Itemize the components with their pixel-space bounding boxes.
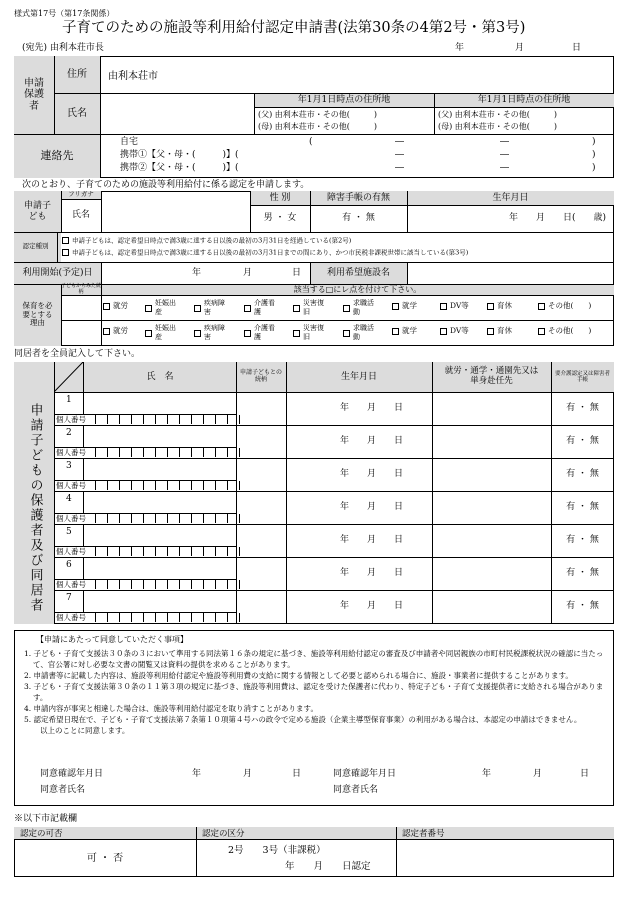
home-paren-open: (	[309, 137, 313, 147]
id-digit-box[interactable]	[192, 613, 204, 622]
reason-option-7[interactable]	[392, 302, 417, 310]
birth-value[interactable]: 年 月 日( 歳)	[508, 213, 606, 224]
id-label: 個人番号	[56, 547, 86, 556]
reason-option-10[interactable]	[538, 302, 591, 310]
reason-option-6[interactable]	[343, 324, 375, 342]
id-digit-box[interactable]	[168, 613, 180, 622]
household-birth[interactable]: 年 月 日	[340, 601, 404, 611]
mobile1-paren-close: )	[592, 150, 596, 160]
id-digit-box[interactable]	[132, 481, 144, 490]
consent-month-1: 月	[243, 769, 253, 779]
mobile2-dash: ―	[395, 163, 404, 173]
consent-date-label-2: 同意確認年月日	[333, 769, 397, 779]
id-digit-box[interactable]	[120, 448, 132, 457]
mother-residence-2[interactable]: (母) 由利本荘市・その他( )	[438, 122, 558, 131]
col-name: 氏 名	[146, 371, 174, 382]
mother-residence-1[interactable]: (母) 由利本荘市・その他( )	[258, 122, 378, 131]
father-residence-1[interactable]: (父) 由利本荘市・その他( )	[258, 110, 378, 119]
reason-option-label: 求職活動	[353, 324, 374, 341]
mobile2-label: 携帯②【父・母・( )】(	[120, 163, 239, 173]
row-divider	[54, 524, 614, 525]
relation-header: 子どもからみた続柄	[61, 282, 102, 295]
mobile1-dash: ―	[395, 150, 404, 160]
consent-agree: 以上のことに同意します。	[40, 726, 130, 735]
child-name-label: 氏名	[71, 210, 90, 221]
household-care[interactable]: 有 ・ 無	[566, 403, 599, 414]
reason-option-label: 疾病障害	[204, 324, 225, 341]
reason-option-label: 妊娠出産	[155, 324, 176, 341]
home-dash: ―	[395, 137, 404, 147]
id-digit-box[interactable]	[228, 415, 240, 424]
id-digit-box[interactable]	[228, 580, 240, 589]
consent-item: 4. 申請内容が事実と相違した場合は、施設等利用給付認定を取り消すことがあります。	[24, 704, 318, 713]
disability-value[interactable]: 有 ・ 無	[342, 213, 375, 224]
id-digit-box[interactable]	[144, 514, 156, 523]
checkbox-icon[interactable]	[487, 303, 494, 310]
household-section-label: 申請子どもの保護者及び同居者	[27, 403, 43, 613]
row-num-divider	[83, 458, 84, 480]
household-care[interactable]: 有 ・ 無	[566, 436, 599, 447]
id-digit-box[interactable]	[108, 514, 120, 523]
reason-option-8[interactable]	[440, 302, 469, 310]
start-day: 日	[292, 268, 302, 278]
form-title: 子育てのための施設等利用給付認定申請書(法第30条の4第2号・第3号)	[62, 20, 526, 36]
checkbox-icon[interactable]	[194, 305, 201, 312]
reason-check-note: 該当する□にレ点を付けて下さい。	[293, 284, 422, 294]
name-label: 氏名	[67, 107, 87, 119]
row-divider	[54, 590, 614, 591]
consent-month-2: 月	[533, 769, 543, 779]
reason-option-label: その他( )	[548, 326, 592, 336]
id-digit-box[interactable]	[168, 514, 180, 523]
id-digit-box[interactable]	[228, 448, 240, 457]
household-birth[interactable]: 年 月 日	[340, 535, 404, 545]
checkbox-icon[interactable]	[145, 330, 152, 337]
reason-option-10[interactable]	[538, 327, 591, 335]
reason-option-label: 災害復旧	[303, 299, 324, 316]
mobile2-dash-2: ―	[500, 163, 509, 173]
id-digit-box[interactable]	[228, 547, 240, 556]
id-label: 個人番号	[56, 514, 86, 523]
reason-option-label: その他( )	[548, 301, 592, 311]
household-care[interactable]: 有 ・ 無	[566, 469, 599, 480]
checkbox-icon[interactable]	[293, 305, 300, 312]
household-intro: 同居者を全員記入して下さい。	[14, 349, 141, 359]
id-digit-box[interactable]	[144, 547, 156, 556]
start-date-label: 利用開始(予定)日	[22, 267, 93, 278]
id-digit-box[interactable]	[120, 613, 132, 622]
id-digit-box[interactable]	[120, 481, 132, 490]
id-digit-box[interactable]	[156, 547, 168, 556]
reason-option-7[interactable]	[392, 327, 417, 335]
id-digit-box[interactable]	[204, 415, 216, 424]
child-section-label: 申請子ども	[23, 201, 51, 222]
id-number-boxes[interactable]	[95, 580, 240, 589]
household-birth[interactable]: 年 月 日	[340, 403, 404, 413]
id-digit-box[interactable]	[132, 415, 144, 424]
furigana-label: フリガナ	[68, 190, 94, 199]
id-digit-box[interactable]	[108, 580, 120, 589]
id-digit-box[interactable]	[156, 448, 168, 457]
cert-type-option-3-text: 申請子どもは、認定希望日時点で満3歳に達する日以後の最初の3月31日までの間にあり、かつ市民税非課税世帯に該当している(第3号)	[72, 248, 469, 257]
home-phone-label: 自宅	[120, 137, 139, 147]
id-digit-box[interactable]	[96, 613, 108, 622]
id-digit-box[interactable]	[120, 580, 132, 589]
consent-date-label-1: 同意確認年月日	[40, 769, 104, 779]
checkbox-icon[interactable]	[440, 303, 447, 310]
id-digit-box[interactable]	[96, 547, 108, 556]
addressee: (宛先) 由利本荘市長	[22, 43, 104, 53]
id-digit-box[interactable]	[96, 514, 108, 523]
id-digit-box[interactable]	[96, 448, 108, 457]
id-label: 個人番号	[56, 481, 86, 490]
id-digit-box[interactable]	[120, 415, 132, 424]
id-digit-box[interactable]	[204, 547, 216, 556]
household-row-number: 1	[66, 395, 72, 405]
id-label: 個人番号	[56, 613, 86, 622]
reason-option-label: 就労	[113, 326, 128, 336]
id-label: 個人番号	[56, 415, 86, 424]
id-digit-box[interactable]	[168, 547, 180, 556]
id-digit-box[interactable]	[180, 580, 192, 589]
id-digit-box[interactable]	[204, 481, 216, 490]
consent-year-2: 年	[482, 769, 492, 779]
id-digit-box[interactable]	[132, 547, 144, 556]
checkbox-icon[interactable]	[343, 330, 350, 337]
consent-day-2: 日	[580, 769, 590, 779]
id-digit-box[interactable]	[168, 415, 180, 424]
id-digit-box[interactable]	[132, 448, 144, 457]
id-digit-box[interactable]	[192, 481, 204, 490]
id-digit-box[interactable]	[168, 481, 180, 490]
id-digit-box[interactable]	[156, 580, 168, 589]
address-label: 住所	[67, 68, 87, 80]
reason-option-5[interactable]	[293, 324, 325, 342]
household-birth[interactable]: 年 月 日	[340, 436, 404, 446]
id-digit-box[interactable]	[216, 415, 228, 424]
checkbox-icon[interactable]	[103, 328, 110, 335]
household-row-number: 2	[66, 428, 72, 438]
reason-option-8[interactable]	[440, 327, 469, 335]
checkbox-icon[interactable]	[62, 249, 69, 256]
id-digit-box[interactable]	[132, 580, 144, 589]
id-digit-box[interactable]	[144, 580, 156, 589]
id-label: 個人番号	[56, 580, 86, 589]
household-care[interactable]: 有 ・ 無	[566, 601, 599, 612]
id-digit-box[interactable]	[180, 415, 192, 424]
consent-day-1: 日	[292, 769, 302, 779]
id-digit-box[interactable]	[156, 481, 168, 490]
household-row-number: 4	[66, 494, 72, 504]
date-month: 月	[515, 43, 525, 53]
reason-option-3[interactable]	[194, 324, 226, 342]
reason-option-2[interactable]	[145, 324, 177, 342]
consent-year-1: 年	[192, 769, 202, 779]
checkbox-icon[interactable]	[62, 237, 69, 244]
reason-option-1[interactable]	[103, 327, 128, 335]
cert-type-label: 認定種別	[22, 242, 49, 251]
reason-option-5[interactable]	[293, 299, 325, 317]
household-care[interactable]: 有 ・ 無	[566, 568, 599, 579]
id-number-boxes[interactable]	[95, 415, 240, 424]
checkbox-icon[interactable]	[103, 303, 110, 310]
id-digit-box[interactable]	[156, 514, 168, 523]
reason-option-label: 就労	[113, 301, 128, 311]
id-digit-box[interactable]	[180, 481, 192, 490]
household-row-number: 7	[66, 593, 72, 603]
consent-name-label-2: 同意者氏名	[333, 785, 379, 795]
reason-option-9[interactable]	[487, 302, 512, 310]
row-num-divider	[83, 524, 84, 546]
reason-label: 保育を必要とする理由	[22, 301, 53, 328]
id-digit-box[interactable]	[216, 580, 228, 589]
cert-type-option-2[interactable]	[62, 237, 351, 244]
start-year: 年	[192, 268, 202, 278]
consent-item: 2. 申請書等に記載した内容は、施設等利用給付認定や施設等利用費の支給に関する情報として必要と認められる場合に、施設・事業者に提供することがあります。	[24, 671, 573, 680]
id-digit-box[interactable]	[144, 481, 156, 490]
reason-option-label: 育休	[497, 301, 512, 311]
reason-option-9[interactable]	[487, 327, 512, 335]
id-digit-box[interactable]	[192, 448, 204, 457]
reason-option-label: 育休	[497, 326, 512, 336]
id-digit-box[interactable]	[192, 547, 204, 556]
checkbox-icon[interactable]	[244, 305, 251, 312]
row-divider	[54, 557, 614, 558]
checkbox-icon[interactable]	[538, 303, 545, 310]
id-digit-box[interactable]	[120, 547, 132, 556]
father-residence-2[interactable]: (父) 由利本荘市・その他( )	[438, 110, 558, 119]
id-digit-box[interactable]	[180, 613, 192, 622]
office-kubun-date: 年 月 日認定	[285, 861, 371, 872]
id-digit-box[interactable]	[168, 448, 180, 457]
office-header: ※以下市記載欄	[14, 814, 78, 824]
id-digit-box[interactable]	[144, 448, 156, 457]
office-col2: 認定の区分	[202, 829, 245, 839]
checkbox-icon[interactable]	[194, 330, 201, 337]
row-divider	[54, 491, 614, 492]
date-year: 年	[455, 43, 465, 53]
id-digit-box[interactable]	[108, 613, 120, 622]
household-birth[interactable]: 年 月 日	[340, 469, 404, 479]
mobile2-paren-close: )	[592, 163, 596, 173]
checkbox-icon[interactable]	[145, 305, 152, 312]
reason-option-2[interactable]	[145, 299, 177, 317]
id-digit-box[interactable]	[108, 547, 120, 556]
id-digit-box[interactable]	[156, 613, 168, 622]
id-digit-box[interactable]	[132, 613, 144, 622]
consent-item: 5. 認定希望日現在で、子ども・子育て支援法第７条第１０項第４号ハの政令で定める施設（企業主導型保育事業）の利用がある場合は、本認定の申請はできません。	[24, 715, 582, 724]
id-digit-box[interactable]	[144, 613, 156, 622]
id-digit-box[interactable]	[192, 415, 204, 424]
intro-text: 次のとおり、子育てのための施設等利用給付に係る認定を申請します。	[22, 180, 310, 190]
reason-option-1[interactable]	[103, 302, 128, 310]
household-birth[interactable]: 年 月 日	[340, 502, 404, 512]
id-label: 個人番号	[56, 448, 86, 457]
id-digit-box[interactable]	[216, 514, 228, 523]
id-number-boxes[interactable]	[95, 547, 240, 556]
id-digit-box[interactable]	[108, 481, 120, 490]
id-number-boxes[interactable]	[95, 481, 240, 490]
reason-option-label: 介護看護	[254, 299, 275, 316]
consent-name-label-1: 同意者氏名	[40, 785, 86, 795]
reason-option-label: DV等	[450, 301, 469, 311]
row-num-divider	[83, 557, 84, 579]
id-digit-box[interactable]	[96, 481, 108, 490]
id-digit-box[interactable]	[132, 514, 144, 523]
jan1-header-2: 年1月1日時点の住所地	[477, 95, 571, 106]
reason-option-label: 疾病障害	[204, 299, 225, 316]
address-value[interactable]: 由利本荘市	[108, 71, 158, 82]
col-relation: 申請子どもとの続柄	[239, 369, 282, 383]
household-row-number: 5	[66, 527, 72, 537]
id-digit-box[interactable]	[228, 613, 240, 622]
id-digit-box[interactable]	[120, 514, 132, 523]
reason-option-label: 就学	[402, 301, 417, 311]
reason-option-4[interactable]	[244, 299, 276, 317]
checkbox-icon[interactable]	[244, 330, 251, 337]
row-num-divider	[83, 491, 84, 513]
id-digit-box[interactable]	[192, 580, 204, 589]
office-col1: 認定の可否	[20, 829, 63, 839]
household-birth[interactable]: 年 月 日	[340, 568, 404, 578]
birth-label: 生年月日	[492, 192, 529, 203]
row-num-divider	[83, 590, 84, 612]
office-approve[interactable]: 可 ・ 否	[86, 852, 124, 864]
reason-option-label: 介護看護	[254, 324, 275, 341]
disability-label: 障害手帳の有無	[326, 192, 390, 203]
id-number-boxes[interactable]	[95, 448, 240, 457]
checkbox-icon[interactable]	[293, 330, 300, 337]
id-digit-box[interactable]	[192, 514, 204, 523]
jan1-header-1: 年1月1日時点の住所地	[297, 95, 391, 106]
id-digit-box[interactable]	[156, 415, 168, 424]
id-digit-box[interactable]	[204, 613, 216, 622]
cert-type-option-2-text: 申請子どもは、認定希望日時点で満3歳に達する日以後の最初の3月31日を経過している(第2号)	[72, 236, 352, 245]
id-digit-box[interactable]	[144, 415, 156, 424]
reason-option-6[interactable]	[343, 299, 375, 317]
col-birth: 生年月日	[340, 371, 377, 382]
household-care[interactable]: 有 ・ 無	[566, 535, 599, 546]
id-digit-box[interactable]	[96, 580, 108, 589]
checkbox-icon[interactable]	[343, 305, 350, 312]
id-number-boxes[interactable]	[95, 613, 240, 622]
consent-item: 3. 子ども・子育て支援法第３０条の１１第３項の規定に基づき、施設等利用費は、認定を受けた保護者に代わり、特定子ども・子育て支援提供者に支給される場合があります。	[24, 682, 604, 702]
id-digit-box[interactable]	[216, 547, 228, 556]
checkbox-icon[interactable]	[440, 328, 447, 335]
id-digit-box[interactable]	[204, 580, 216, 589]
reason-option-4[interactable]	[244, 324, 276, 342]
home-paren-close: )	[592, 137, 596, 147]
checkbox-icon[interactable]	[392, 303, 399, 310]
reason-option-label: 妊娠出産	[155, 299, 176, 316]
id-digit-box[interactable]	[228, 514, 240, 523]
reason-option-label: 災害復旧	[303, 324, 324, 341]
reason-option-label: DV等	[450, 326, 469, 336]
consent-item: 1. 子ども・子育て支援法３０条の３において準用する同法第１６条の規定に基づき、施設等利用給付認定の審査及び申請者や同居親族の市町村民税課税状況の確認に当たって、官公署に対し必要な文書の閲覧又は資料の提供を求めることがあります。	[24, 649, 604, 669]
id-digit-box[interactable]	[96, 415, 108, 424]
sex-label: 性 別	[269, 192, 291, 203]
id-digit-box[interactable]	[228, 481, 240, 490]
id-digit-box[interactable]	[168, 580, 180, 589]
row-num-divider	[83, 425, 84, 447]
id-digit-box[interactable]	[108, 415, 120, 424]
checkbox-icon[interactable]	[392, 328, 399, 335]
col-care: 要介護認定又は障害者手帳	[554, 370, 610, 383]
household-row-number: 6	[66, 560, 72, 570]
facility-label: 利用希望施設名	[326, 267, 390, 278]
cert-type-option-3[interactable]	[62, 249, 468, 256]
guardian-section-label: 申請保護者	[24, 77, 44, 112]
contact-label: 連絡先	[40, 148, 74, 162]
start-month: 月	[243, 268, 253, 278]
reason-option-3[interactable]	[194, 299, 226, 317]
id-digit-box[interactable]	[216, 481, 228, 490]
id-digit-box[interactable]	[204, 448, 216, 457]
header-diagonal	[54, 362, 83, 392]
office-col3: 認定者番号	[402, 829, 445, 839]
id-digit-box[interactable]	[204, 514, 216, 523]
date-day: 日	[572, 43, 582, 53]
mobile1-dash-2: ―	[500, 150, 509, 160]
mobile1-label: 携帯①【父・母・( )】(	[120, 150, 239, 160]
household-row-number: 3	[66, 461, 72, 471]
form-number: 様式第17号（第17条関係）	[14, 9, 115, 18]
id-digit-box[interactable]	[216, 613, 228, 622]
consent-list	[24, 648, 606, 736]
household-care[interactable]: 有 ・ 無	[566, 502, 599, 513]
id-digit-box[interactable]	[180, 547, 192, 556]
consent-title: 【申請にあたって同意していただく事項】	[36, 635, 188, 644]
sex-value[interactable]: 男 ・ 女	[263, 213, 297, 224]
office-kubun[interactable]: 2号 3号（非課税）	[228, 845, 326, 856]
checkbox-icon[interactable]	[538, 328, 545, 335]
checkbox-icon[interactable]	[487, 328, 494, 335]
reason-option-label: 就学	[402, 326, 417, 336]
id-digit-box[interactable]	[216, 448, 228, 457]
id-number-boxes[interactable]	[95, 514, 240, 523]
id-digit-box[interactable]	[180, 448, 192, 457]
reason-option-label: 求職活動	[353, 299, 374, 316]
row-divider	[54, 425, 614, 426]
row-divider	[54, 458, 614, 459]
id-digit-box[interactable]	[180, 514, 192, 523]
id-digit-box[interactable]	[108, 448, 120, 457]
home-dash-2: ―	[500, 137, 509, 147]
row-num-divider	[83, 392, 84, 414]
col-work: 就労・通学・通園先又は単身赴任先	[444, 366, 539, 386]
